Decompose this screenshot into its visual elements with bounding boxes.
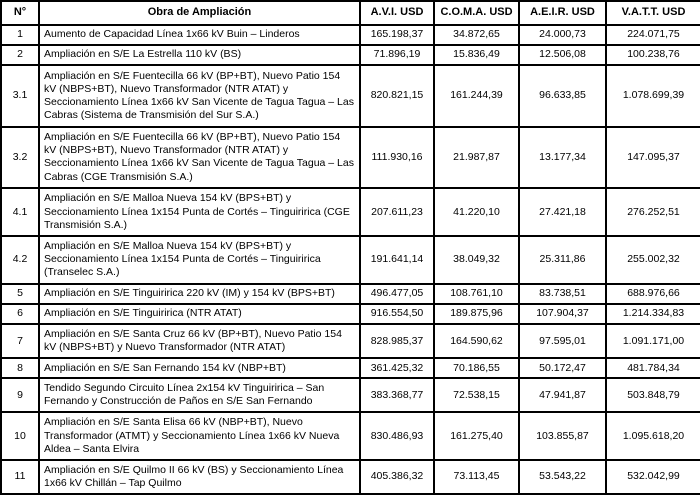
table-row [1,378,700,412]
aeir-value: 97.595,01 [519,324,606,358]
table-row [1,284,700,304]
aeir-value: 83.738,51 [519,284,606,304]
aeir-value: 107.904,37 [519,304,606,324]
table-row [1,127,700,189]
coma-value: 164.590,62 [434,324,519,358]
table-row [1,412,700,460]
vatt-value: 276.252,51 [606,188,700,236]
coma-value: 41.220,10 [434,188,519,236]
avi-value: 165.198,37 [360,25,434,45]
coma-value: 15.836,49 [434,45,519,65]
coma-value: 38.049,32 [434,236,519,284]
aeir-value: 24.000,73 [519,25,606,45]
row-number: 8 [1,358,39,378]
table-row [1,236,700,284]
obra-description: Ampliación en S/E La Estrella 110 kV (BS) [39,45,360,65]
obra-description: Ampliación en S/E Malloa Nueva 154 kV (BPS+BT) y Seccionamiento Línea 1x154 Punta de Cortés – Tinguiririca (Transelec S.A.) [39,236,360,284]
coma-value: 72.538,15 [434,378,519,412]
avi-value: 828.985,37 [360,324,434,358]
avi-value: 111.930,16 [360,127,434,189]
column-header-avi: A.V.I. USD [360,1,434,25]
vatt-value: 532.042,99 [606,460,700,494]
column-header-coma: C.O.M.A. USD [434,1,519,25]
avi-value: 820.821,15 [360,65,434,127]
vatt-value: 503.848,79 [606,378,700,412]
row-number: 4.1 [1,188,39,236]
aeir-value: 27.421,18 [519,188,606,236]
vatt-value: 1.095.618,20 [606,412,700,460]
row-number: 1 [1,25,39,45]
aeir-value: 96.633,85 [519,65,606,127]
obra-description: Tendido Segundo Circuito Línea 2x154 kV Tinguiririca – San Fernando y Construcción de Paños en S/E San Fernando [39,378,360,412]
row-number: 2 [1,45,39,65]
aeir-value: 12.506,08 [519,45,606,65]
avi-value: 207.611,23 [360,188,434,236]
row-number: 4.2 [1,236,39,284]
coma-value: 34.872,65 [434,25,519,45]
column-header-aeir: A.E.I.R. USD [519,1,606,25]
table-row [1,358,700,378]
row-number: 5 [1,284,39,304]
aeir-value: 47.941,87 [519,378,606,412]
aeir-value: 13.177,34 [519,127,606,189]
obra-description: Ampliación en S/E Santa Elisa 66 kV (NBP+BT), Nuevo Transformador (ATMT) y Seccionamiento Línea 1x66 kV Nueva Aldea – Santa Elvira [39,412,360,460]
row-number: 10 [1,412,39,460]
coma-value: 108.761,10 [434,284,519,304]
row-number: 11 [1,460,39,494]
avi-value: 383.368,77 [360,378,434,412]
coma-value: 161.275,40 [434,412,519,460]
column-header-numero: N° [1,1,39,25]
header-row [1,1,700,25]
aeir-value: 103.855,87 [519,412,606,460]
obra-description: Ampliación en S/E Malloa Nueva 154 kV (BPS+BT) y Seccionamiento Línea 1x154 Punta de Cortés – Tinguiririca (CGE Transmisión S.A.) [39,188,360,236]
table-row [1,65,700,127]
vatt-value: 688.976,66 [606,284,700,304]
avi-value: 830.486,93 [360,412,434,460]
obra-description: Ampliación en S/E Tinguiririca 220 kV (IM) y 154 kV (BPS+BT) [39,284,360,304]
row-number: 9 [1,378,39,412]
column-header-vatt: V.A.T.T. USD [606,1,700,25]
row-number: 3.1 [1,65,39,127]
avi-value: 496.477,05 [360,284,434,304]
row-number: 3.2 [1,127,39,189]
aeir-value: 50.172,47 [519,358,606,378]
aeir-value: 25.311,86 [519,236,606,284]
table-row [1,188,700,236]
avi-value: 361.425,32 [360,358,434,378]
table-row [1,304,700,324]
obra-description: Ampliación en S/E Santa Cruz 66 kV (BP+BT), Nuevo Patio 154 kV (NBPS+BT) y Nuevo Transformador (NTR ATAT) [39,324,360,358]
vatt-value: 1.091.171,00 [606,324,700,358]
avi-value: 916.554,50 [360,304,434,324]
coma-value: 161.244,39 [434,65,519,127]
obra-description: Ampliación en S/E San Fernando 154 kV (NBP+BT) [39,358,360,378]
obra-description: Ampliación en S/E Quilmo II 66 kV (BS) y Seccionamiento Línea 1x66 kV Chillán – Tap Quilmo [39,460,360,494]
vatt-value: 100.238,76 [606,45,700,65]
aeir-value: 53.543,22 [519,460,606,494]
obra-description: Ampliación en S/E Tinguiririca (NTR ATAT) [39,304,360,324]
table-row [1,45,700,65]
row-number: 6 [1,304,39,324]
table-row [1,460,700,494]
avi-value: 71.896,19 [360,45,434,65]
obra-description: Ampliación en S/E Fuentecilla 66 kV (BP+BT), Nuevo Patio 154 kV (NBPS+BT), Nuevo Transformador (NTR ATAT) y Seccionamiento Línea 1x66 kV San Vicente de Tagua Tagua – Las Cabras (Sistema de Transmisión del Sur S.A.) [39,65,360,127]
table-row [1,324,700,358]
coma-value: 21.987,87 [434,127,519,189]
table-body [1,25,700,494]
column-header-obra: Obra de Ampliación [39,1,360,25]
vatt-value: 224.071,75 [606,25,700,45]
vatt-value: 147.095,37 [606,127,700,189]
coma-value: 189.875,96 [434,304,519,324]
table-row [1,25,700,45]
coma-value: 70.186,55 [434,358,519,378]
vatt-value: 481.784,34 [606,358,700,378]
row-number: 7 [1,324,39,358]
vatt-value: 255.002,32 [606,236,700,284]
avi-value: 191.641,14 [360,236,434,284]
vatt-value: 1.078.699,39 [606,65,700,127]
coma-value: 73.113,45 [434,460,519,494]
obra-description: Ampliación en S/E Fuentecilla 66 kV (BP+BT), Nuevo Patio 154 kV (NBPS+BT), Nuevo Transformador (NTR ATAT) y Seccionamiento Línea 1x66 kV San Vicente de Tagua Tagua – Las Cabras (CGE Transmisión S.A.) [39,127,360,189]
avi-value: 405.386,32 [360,460,434,494]
vatt-value: 1.214.334,83 [606,304,700,324]
obra-description: Aumento de Capacidad Línea 1x66 kV Buin – Linderos [39,25,360,45]
